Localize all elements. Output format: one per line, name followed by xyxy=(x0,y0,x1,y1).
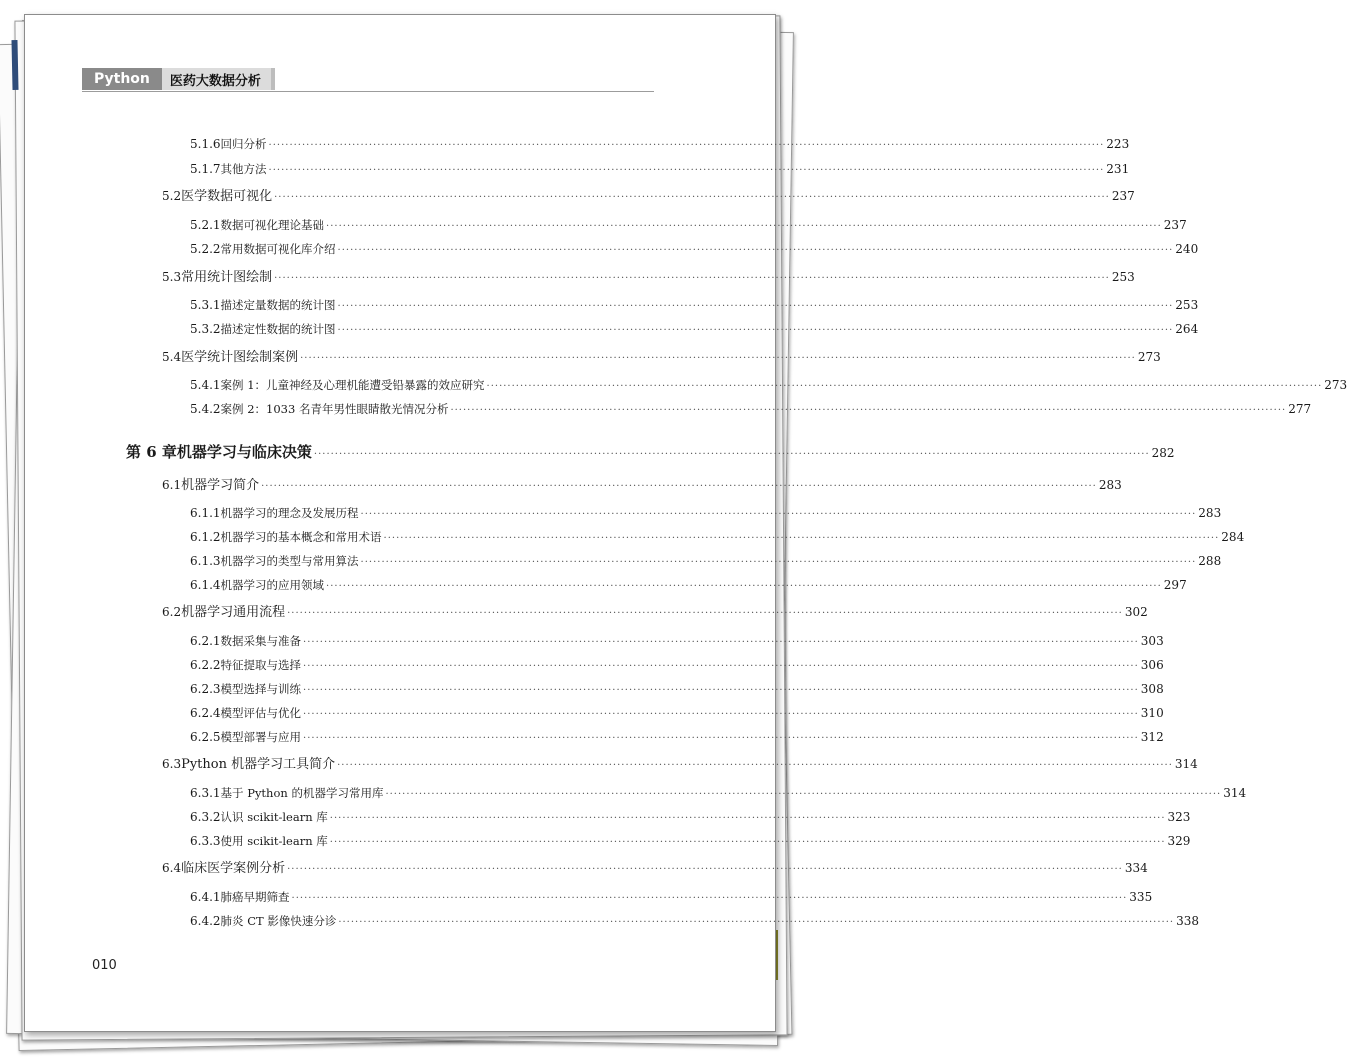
dot-leader: ········································································································································································································ xyxy=(326,581,1162,592)
toc-entry-number: 5.1.6 xyxy=(190,137,221,151)
toc-entry-title: 描述定量数据的统计图 xyxy=(220,298,336,312)
toc-entry xyxy=(190,680,1164,698)
toc-entry-number: 6.1.2 xyxy=(190,530,221,544)
dot-leader: ········································································································································································································ xyxy=(268,165,1105,176)
toc-entry-page: 323 xyxy=(1167,810,1191,824)
dot-leader: ········································································································································································································ xyxy=(274,273,1110,284)
toc-entry-page: 231 xyxy=(1106,162,1130,176)
dot-leader: ········································································································································································································ xyxy=(287,864,1123,875)
dot-leader: ········································································································································································································ xyxy=(274,192,1110,203)
dot-leader: ········································································································································································································ xyxy=(287,608,1123,619)
toc-entry-title: 医学统计图绘制案例 xyxy=(181,350,299,365)
dot-leader: ········································································································································································································ xyxy=(329,813,1166,824)
toc-entry xyxy=(190,216,1187,234)
dot-leader: ········································································································································································································ xyxy=(291,893,1128,904)
toc-entry xyxy=(162,187,1135,205)
toc-entry xyxy=(126,443,1175,461)
toc-entry-number: 5.2.2 xyxy=(190,242,221,256)
toc-entry-number: 第 6 章 xyxy=(126,443,177,461)
toc-entry-number: 6.2.5 xyxy=(190,730,221,744)
cover-edge xyxy=(11,40,18,90)
toc-entry-number: 6.2.2 xyxy=(190,658,221,672)
toc-entry-title: 医学数据可视化 xyxy=(181,189,273,204)
toc-entry-page: 253 xyxy=(1175,298,1199,312)
toc-entry-page: 338 xyxy=(1176,914,1199,928)
toc-entry-title: 机器学习与临床决策 xyxy=(176,443,312,461)
toc-entry-page: 282 xyxy=(1151,446,1175,460)
dot-leader: ········································································································································································································ xyxy=(268,140,1105,151)
toc-entry xyxy=(190,576,1187,594)
toc-entry xyxy=(190,320,1199,338)
toc-entry xyxy=(162,603,1148,621)
toc-entry xyxy=(162,476,1122,494)
header-brand: Python xyxy=(82,68,162,90)
header-book-title: 医药大数据分析 xyxy=(162,68,275,90)
toc-entry-page: 223 xyxy=(1106,137,1130,151)
toc-entry-title: 认识 scikit-learn 库 xyxy=(220,810,328,824)
toc-entry xyxy=(190,376,1347,394)
toc-entry xyxy=(162,348,1161,366)
dot-leader: ········································································································································································································ xyxy=(337,301,1174,312)
toc-entry-number: 6.3.2 xyxy=(190,810,221,824)
toc-entry-title: 特征提取与选择 xyxy=(220,658,302,672)
dot-leader: ········································································································································································································ xyxy=(303,733,1139,744)
toc-entry xyxy=(190,504,1222,522)
toc-entry xyxy=(190,135,1130,153)
toc-entry-number: 6.4.1 xyxy=(190,890,221,904)
toc-entry-page: 288 xyxy=(1198,554,1222,568)
dot-leader: ········································································································································································································ xyxy=(303,661,1139,672)
toc-entry-title: 机器学习通用流程 xyxy=(181,605,286,620)
toc-entry-page: 314 xyxy=(1174,757,1198,771)
toc-entry xyxy=(190,808,1191,826)
header-rule xyxy=(82,91,654,92)
dot-leader: ········································································································································································································ xyxy=(360,509,1197,520)
toc-entry-page: 240 xyxy=(1175,242,1199,256)
toc-entry-number: 5.4 xyxy=(162,350,182,364)
toc-entry-title: 数据可视化理论基础 xyxy=(220,218,325,232)
toc-entry-page: 237 xyxy=(1111,189,1135,203)
toc-entry-number: 6.1 xyxy=(162,478,182,492)
dot-leader: ········································································································································································································ xyxy=(360,557,1197,568)
dot-leader: ········································································································································································································ xyxy=(303,637,1139,648)
dot-leader: ········································································································································································································ xyxy=(261,481,1097,492)
toc-entry-page: 334 xyxy=(1124,861,1148,875)
toc-entry xyxy=(190,912,1199,930)
toc-entry xyxy=(190,784,1247,802)
dot-leader: ········································································································································································································ xyxy=(326,221,1162,232)
dot-leader: ········································································································································································································ xyxy=(337,760,1173,771)
toc-entry-title: 机器学习的基本概念和常用术语 xyxy=(220,530,382,544)
dot-leader: ········································································································································································································ xyxy=(383,533,1220,544)
toc-entry-number: 5.4.2 xyxy=(190,402,221,416)
toc-entry-title: 机器学习的类型与常用算法 xyxy=(220,554,359,568)
dot-leader: ········································································································································································································ xyxy=(385,789,1222,800)
toc-entry-number: 5.4.1 xyxy=(190,378,221,392)
toc-entry-page: 283 xyxy=(1098,478,1122,492)
toc-entry-title: 常用统计图绘制 xyxy=(181,270,273,285)
toc-entry-page: 264 xyxy=(1175,322,1199,336)
toc-entry-number: 6.3.1 xyxy=(190,786,221,800)
toc-entry xyxy=(190,528,1245,546)
toc-entry-title: 模型选择与训练 xyxy=(220,682,302,696)
dot-leader: ········································································································································································································ xyxy=(450,405,1287,416)
toc-entry-number: 6.2.3 xyxy=(190,682,221,696)
toc-entry-title: 基于 Python 的机器学习常用库 xyxy=(220,786,384,800)
toc-entry-number: 5.3.2 xyxy=(190,322,221,336)
toc-entry xyxy=(162,859,1148,877)
running-header xyxy=(82,68,275,90)
toc-entry-title: 模型部署与应用 xyxy=(220,730,302,744)
toc-entry-number: 6.2.4 xyxy=(190,706,221,720)
toc-entry xyxy=(190,656,1164,674)
toc-entry xyxy=(190,832,1191,850)
toc-entry-title: 案例 2：1033 名青年男性眼睛散光情况分析 xyxy=(220,402,449,416)
toc-entry-number: 6.1.3 xyxy=(190,554,221,568)
toc-entry xyxy=(190,240,1199,258)
toc-entry xyxy=(190,160,1130,178)
toc-entry-page: 303 xyxy=(1140,634,1164,648)
dot-leader: ········································································································································································································ xyxy=(329,837,1166,848)
toc-entry-title: 临床医学案例分析 xyxy=(181,861,286,876)
toc-entry-title: 数据采集与准备 xyxy=(220,634,302,648)
toc-entry-title: 肺炎 CT 影像快速分诊 xyxy=(220,914,337,928)
toc-entry-title: 机器学习的应用领域 xyxy=(220,578,325,592)
toc-entry-number: 5.3 xyxy=(162,270,182,284)
toc-entry-number: 5.3.1 xyxy=(190,298,221,312)
toc-entry-title: 机器学习的理念及发展历程 xyxy=(220,506,359,520)
toc-entry xyxy=(162,268,1135,286)
toc-entry-number: 6.2.1 xyxy=(190,634,221,648)
toc-entry xyxy=(162,755,1198,773)
dot-leader: ········································································································································································································ xyxy=(300,353,1136,364)
toc-entry-number: 6.1.1 xyxy=(190,506,221,520)
toc-entry-page: 253 xyxy=(1111,270,1135,284)
toc-entry xyxy=(190,728,1164,746)
dot-leader: ········································································································································································································ xyxy=(338,917,1175,928)
toc-entry-page: 277 xyxy=(1288,402,1312,416)
toc-entry-page: 312 xyxy=(1140,730,1164,744)
toc-entry-number: 6.4.2 xyxy=(190,914,221,928)
dot-leader: ········································································································································································································ xyxy=(303,709,1139,720)
toc-entry-title: 模型评估与优化 xyxy=(220,706,302,720)
toc-entry-page: 302 xyxy=(1124,605,1148,619)
toc-entry-number: 6.1.4 xyxy=(190,578,221,592)
toc-entry-page: 237 xyxy=(1163,218,1187,232)
toc-entry xyxy=(190,632,1164,650)
toc-entry xyxy=(190,400,1312,418)
toc-entry-page: 297 xyxy=(1163,578,1187,592)
toc-entry-title: 描述定性数据的统计图 xyxy=(220,322,336,336)
toc-entry-number: 6.4 xyxy=(162,861,182,875)
dot-leader: ········································································································································································································ xyxy=(337,325,1174,336)
page-number: 010 xyxy=(92,958,117,973)
toc-entry-title: Python 机器学习工具简介 xyxy=(181,757,336,772)
toc-entry xyxy=(190,296,1199,314)
toc-entry-title: 肺癌早期筛查 xyxy=(220,890,290,904)
dot-leader: ········································································································································································································ xyxy=(303,685,1139,696)
toc-entry-number: 5.2.1 xyxy=(190,218,221,232)
toc-entry-page: 314 xyxy=(1223,786,1247,800)
toc-entry-page: 329 xyxy=(1167,834,1191,848)
toc-entry xyxy=(190,704,1164,722)
toc-entry-title: 常用数据可视化库介绍 xyxy=(220,242,336,256)
toc-entry-title: 机器学习简介 xyxy=(181,478,260,493)
toc-entry-page: 273 xyxy=(1324,378,1347,392)
dot-leader: ········································································································································································································ xyxy=(486,381,1323,392)
toc-entry-number: 5.1.7 xyxy=(190,162,221,176)
toc-entry-page: 273 xyxy=(1137,350,1161,364)
toc-entry-page: 310 xyxy=(1140,706,1164,720)
toc-entry-number: 6.3.3 xyxy=(190,834,221,848)
toc-entry-title: 其他方法 xyxy=(220,162,267,176)
toc-entry xyxy=(190,888,1153,906)
dot-leader: ········································································································································································································ xyxy=(337,245,1174,256)
dot-leader: ········································································································································································································ xyxy=(313,449,1150,460)
toc-entry-page: 284 xyxy=(1221,530,1245,544)
toc-entry-page: 308 xyxy=(1140,682,1164,696)
toc-entry xyxy=(190,552,1222,570)
toc-entry-page: 306 xyxy=(1140,658,1164,672)
toc-entry-title: 回归分析 xyxy=(220,137,267,151)
toc-entry-number: 6.2 xyxy=(162,605,182,619)
toc-entry-number: 6.3 xyxy=(162,757,182,771)
toc-entry-title: 使用 scikit-learn 库 xyxy=(220,834,328,848)
toc-entry-number: 5.2 xyxy=(162,189,182,203)
toc-entry-page: 335 xyxy=(1129,890,1153,904)
toc-entry-page: 283 xyxy=(1198,506,1222,520)
toc-entry-title: 案例 1：儿童神经及心理机能遭受铅暴露的效应研究 xyxy=(220,378,485,392)
